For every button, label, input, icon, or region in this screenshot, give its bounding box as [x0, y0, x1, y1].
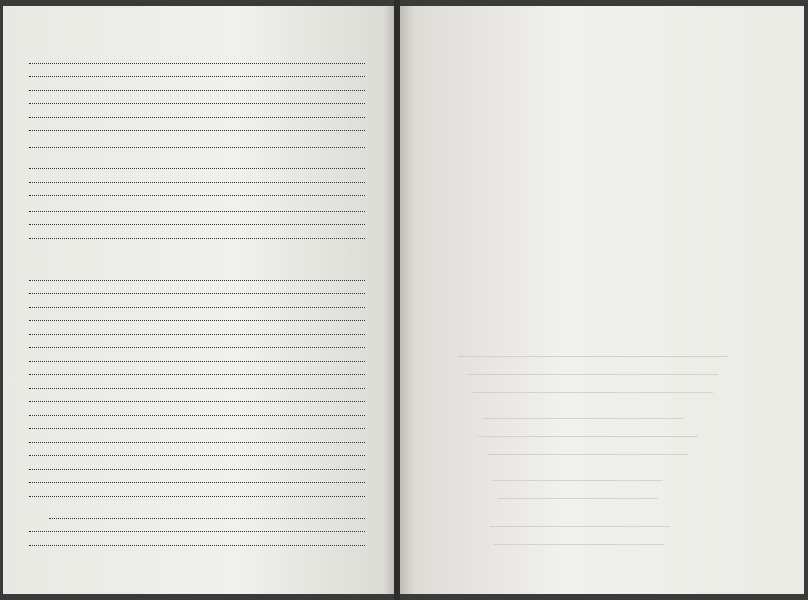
toc-entry: [27, 469, 367, 483]
book-spine-fold: [394, 0, 400, 600]
leader-dots: [29, 334, 365, 335]
toc-entry: [27, 307, 367, 321]
right-page: [398, 6, 804, 594]
leader-dots: [29, 224, 365, 225]
leader-dots: [29, 168, 365, 169]
toc-entry: [27, 195, 367, 209]
leader-dots: [29, 195, 365, 196]
toc-entry: [27, 482, 367, 496]
leader-dots: [29, 428, 365, 429]
family-heading-rybo: [27, 508, 367, 522]
leader-dots: [29, 545, 365, 546]
leader-dots: [29, 182, 365, 183]
toc-entry: [27, 224, 367, 238]
leader-dots: [29, 531, 365, 532]
leader-dots: [29, 496, 365, 497]
leader-dots: [29, 117, 365, 118]
leader-dots: [29, 76, 365, 77]
toc-entry: [27, 293, 367, 307]
toc-entry: [27, 401, 367, 415]
leader-dots: [29, 103, 365, 104]
toc-entry: [27, 334, 367, 348]
leader-dots: [29, 63, 365, 64]
leader-dots: [29, 130, 365, 131]
leader-dots: [29, 374, 365, 375]
toc-entry: [27, 130, 367, 144]
leader-dots: [29, 469, 365, 470]
leader-dots: [29, 347, 365, 348]
leader-dots: [29, 401, 365, 402]
toc-entry: [27, 182, 367, 196]
toc-entry: [27, 280, 367, 294]
toc-entry: [27, 238, 367, 252]
leader-dots: [29, 442, 365, 443]
leader-dots: [29, 147, 365, 148]
toc-entry: [27, 545, 367, 559]
leader-dots: [29, 90, 365, 91]
toc-entry: [27, 168, 367, 182]
toc-entry: [27, 442, 367, 456]
toc-entry: [27, 374, 367, 388]
leader-dots: [29, 455, 365, 456]
leader-dots: [29, 415, 365, 416]
leader-dots: [29, 482, 365, 483]
leader-dots: [29, 238, 365, 239]
leader-dots: [29, 211, 365, 212]
leader-dots: [29, 320, 365, 321]
toc-entry: [27, 63, 367, 77]
suborder-heading: [27, 147, 367, 161]
toc-entry: [27, 415, 367, 429]
leader-dots: [29, 280, 365, 281]
leader-dots: [29, 307, 365, 308]
toc-entry: [27, 428, 367, 442]
toc-entry: [27, 211, 367, 225]
toc-entry: [27, 531, 367, 545]
toc-entry: [27, 90, 367, 104]
leader-dots: [29, 361, 365, 362]
leader-dots: [29, 293, 365, 294]
toc-entry: [27, 455, 367, 469]
toc-entry: [27, 347, 367, 361]
toc-entry: [27, 361, 367, 375]
toc-entry: [27, 103, 367, 117]
toc-entry: [27, 76, 367, 90]
toc-entry: [27, 320, 367, 334]
left-page: [3, 6, 396, 594]
toc-entry: [27, 388, 367, 402]
toc-entry: [27, 117, 367, 131]
leader-dots: [29, 388, 365, 389]
